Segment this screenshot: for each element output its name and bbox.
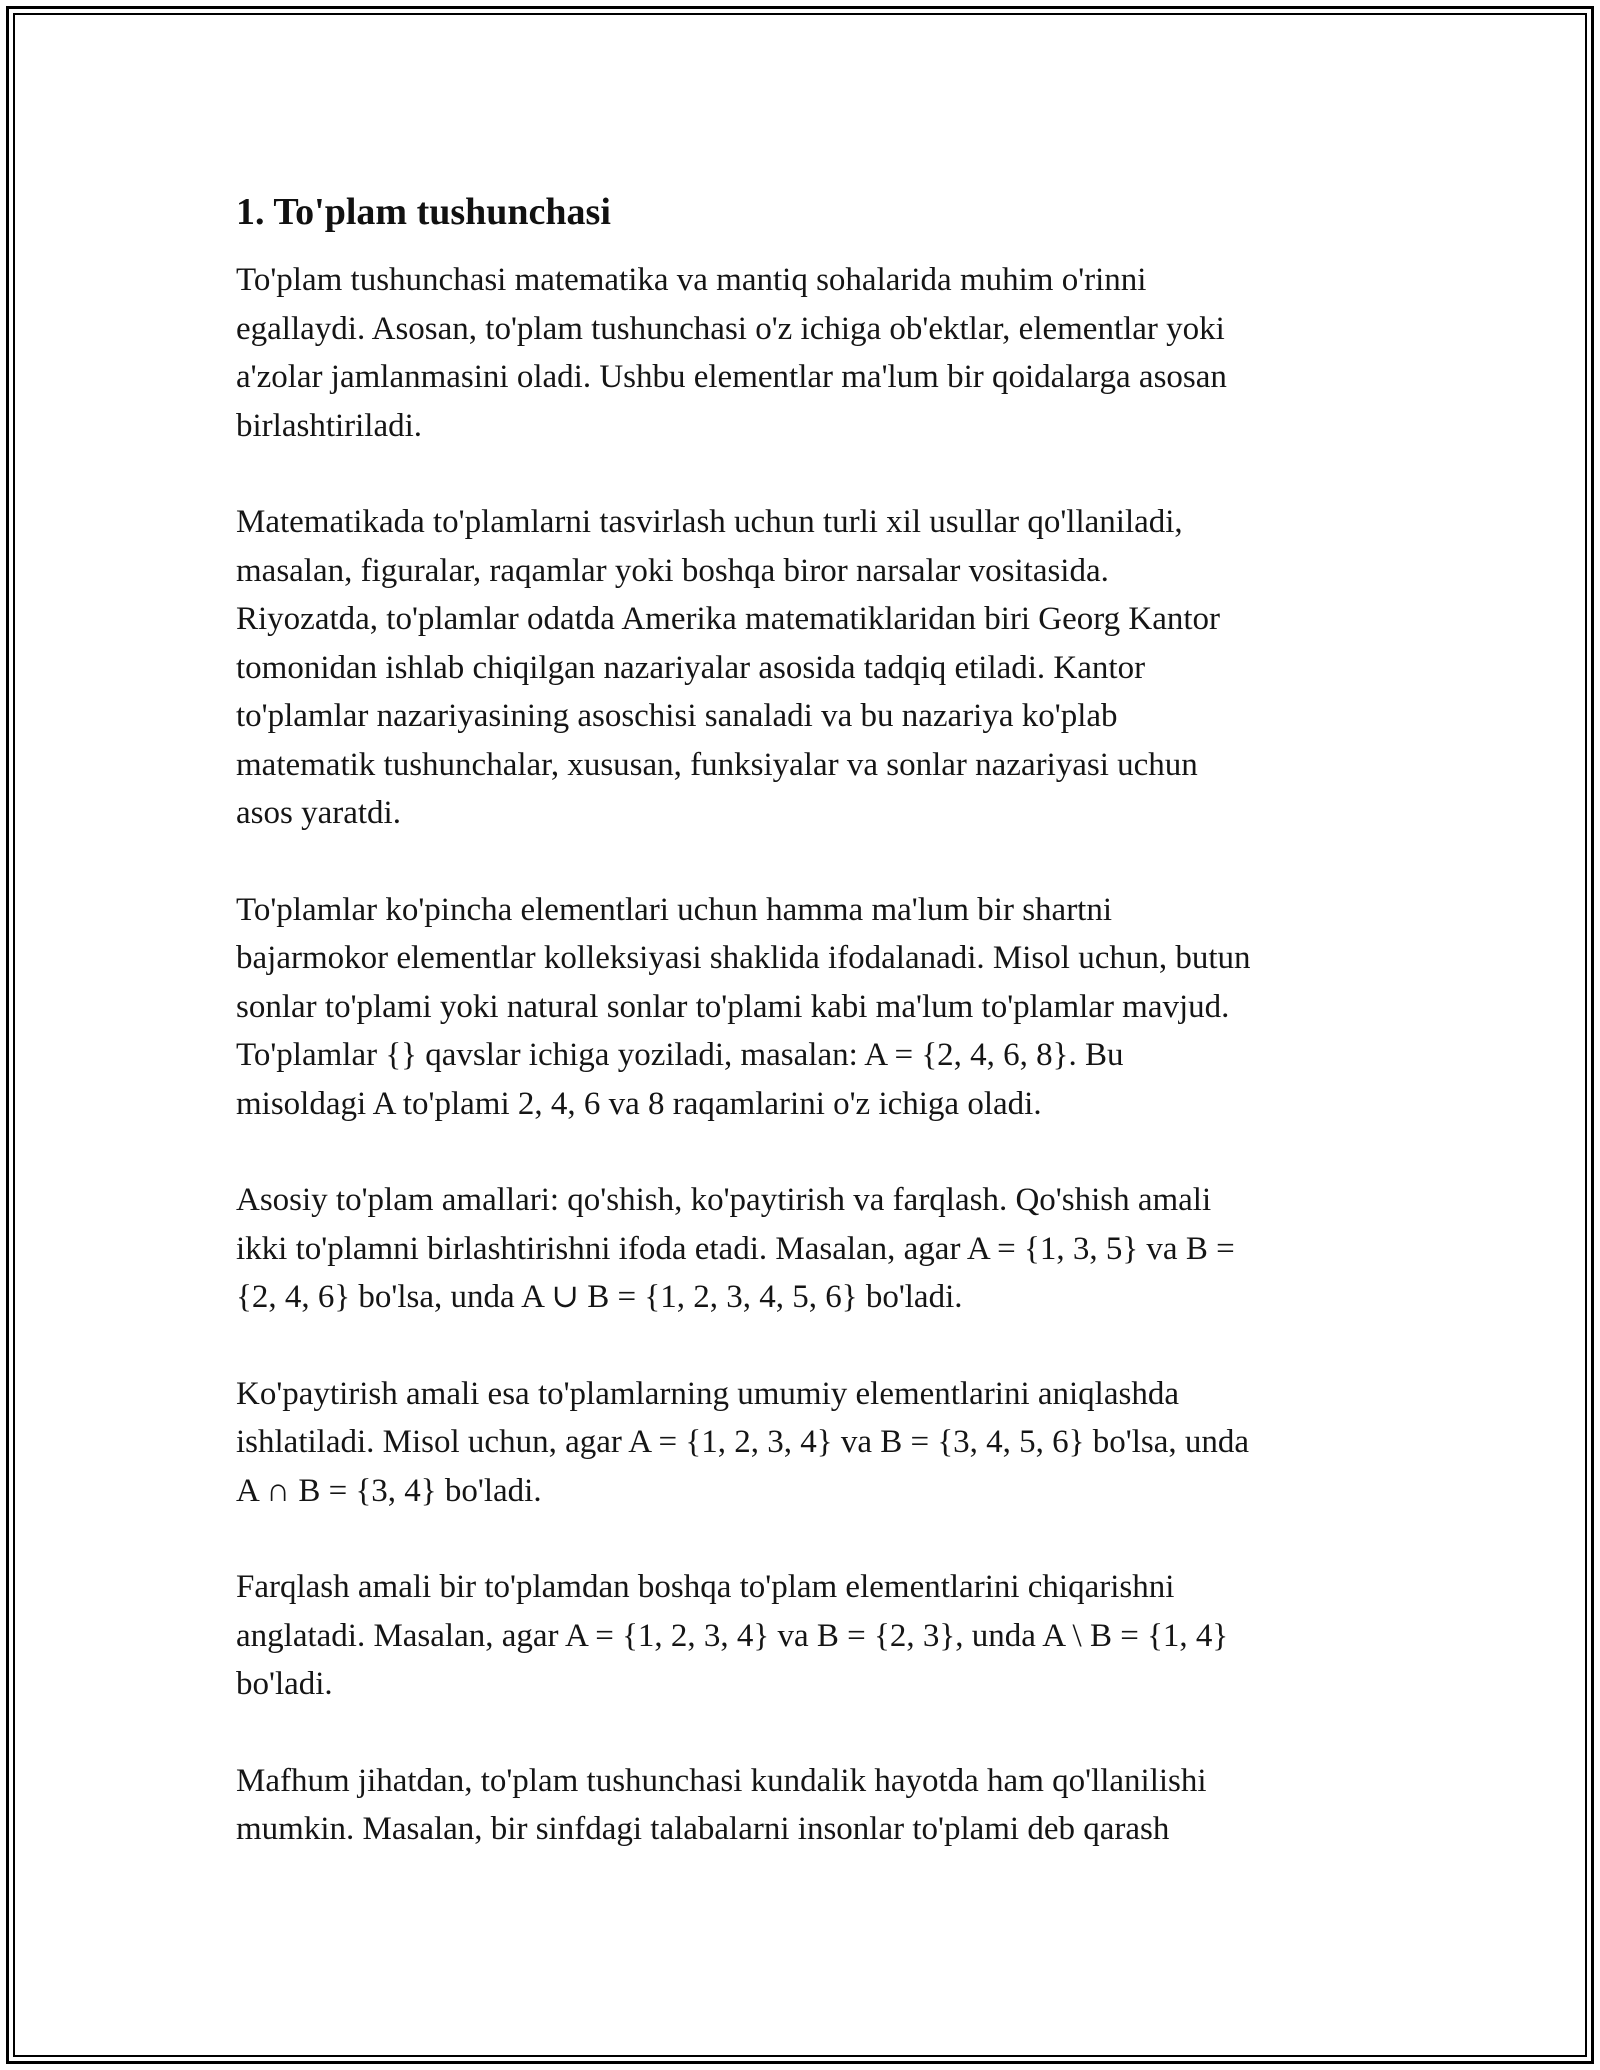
paragraph-line: birlashtiriladi. [236, 407, 423, 444]
paragraph-line: A ∩ B = {3, 4} bo'ladi. [236, 1472, 542, 1509]
paragraph-line: sonlar to'plami yoki natural sonlar to'plami kabi ma'lum to'plamlar mavjud. [236, 988, 1230, 1025]
paragraph-line: Matematikada to'plamlarni tasvirlash uchun turli xil usullar qo'llaniladi, [236, 504, 1183, 540]
paragraph-line: matematik tushunchalar, xususan, funksiyalar va sonlar nazariyasi uchun [236, 746, 1198, 783]
paragraph-2 [236, 498, 1376, 838]
paragraph-line: Farqlash amali bir to'plamdan boshqa to'plam elementlarini chiqarishni [236, 1569, 1175, 1605]
paragraph-line: misoldagi A to'plami 2, 4, 6 va 8 raqamlarini o'z ichiga oladi. [236, 1085, 1042, 1122]
paragraph-line: ikki to'plamni birlashtirishni ifoda etadi. Masalan, agar A = {1, 3, 5} va B = [236, 1230, 1235, 1267]
paragraph-line: Mafhum jihatdan, to'plam tushunchasi kundalik hayotda ham qo'llanilishi [236, 1762, 1207, 1799]
paragraph-line: To'plamlar ko'pincha elementlari uchun hamma ma'lum bir shartni [236, 891, 1113, 928]
paragraph-line: masalan, figuralar, raqamlar yoki boshqa biror narsalar vositasida. [236, 552, 1109, 589]
paragraph-7 [236, 1757, 1376, 1854]
paragraph-line: To'plamlar {} qavslar ichiga yoziladi, masalan: A = {2, 4, 6, 8}. Bu [236, 1037, 1124, 1073]
paragraph-line: {2, 4, 6} bo'lsa, unda A ∪ B = {1, 2, 3, 4, 5, 6} bo'ladi. [236, 1279, 963, 1315]
paragraph-line: Ko'paytirish amali esa to'plamlarning umumiy elementlarini aniqlashda [236, 1375, 1179, 1412]
paragraph-line: a'zolar jamlanmasini oladi. Ushbu elementlar ma'lum bir qoidalarga asosan [236, 359, 1227, 395]
paragraph-line: ishlatiladi. Misol uchun, agar A = {1, 2, 3, 4} va B = {3, 4, 5, 6} bo'lsa, unda [236, 1424, 1250, 1460]
paragraph-4 [236, 1176, 1376, 1322]
paragraph-line: to'plamlar nazariyasining asoschisi sanaladi va bu nazariya ko'plab [236, 698, 1118, 734]
paragraph-line: mumkin. Masalan, bir sinfdagi talabalarni insonlar to'plami deb qarash [236, 1811, 1170, 1847]
paragraph-line: bajarmokor elementlar kolleksiyasi shaklida ifodalanadi. Misol uchun, butun [236, 940, 1251, 976]
paragraph-line: To'plam tushunchasi matematika va mantiq sohalarida muhim o'rinni [236, 262, 1147, 298]
paragraph-1 [236, 256, 1376, 450]
document-body [236, 182, 1376, 1902]
paragraph-line: anglatadi. Masalan, agar A = {1, 2, 3, 4} va B = {2, 3}, unda A \ B = {1, 4} [236, 1617, 1229, 1654]
paragraph-line: Asosiy to'plam amallari: qo'shish, ko'paytirish va farqlash. Qo'shish amali [236, 1182, 1212, 1218]
paragraph-line: egallaydi. Asosan, to'plam tushunchasi o'z ichiga ob'ektlar, elementlar yoki [236, 310, 1225, 347]
paragraph-line: asos yaratdi. [236, 795, 401, 831]
paragraph-line: tomonidan ishlab chiqilgan nazariyalar asosida tadqiq etiladi. Kantor [236, 649, 1146, 686]
section-heading: 1. To'plam tushunchasi [236, 191, 611, 233]
paragraph-line: Riyozatda, to'plamlar odatda Amerika matematiklaridan biri Georg Kantor [236, 601, 1221, 637]
paragraph-5 [236, 1370, 1376, 1516]
paragraph-6 [236, 1563, 1376, 1709]
paragraph-3 [236, 886, 1376, 1129]
paragraph-list [236, 256, 1376, 1854]
paragraph-line: bo'ladi. [236, 1666, 333, 1702]
